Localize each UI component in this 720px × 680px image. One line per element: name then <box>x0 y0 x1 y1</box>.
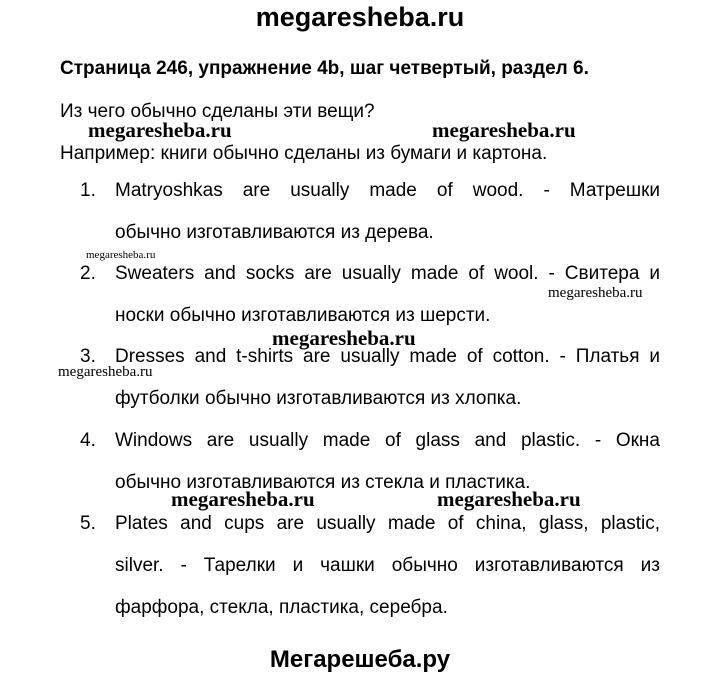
watermark-small-left: megaresheba.ru <box>58 364 153 380</box>
watermark-left-3: megaresheba.ru <box>171 487 315 511</box>
watermark-left-1: megaresheba.ru <box>88 118 232 142</box>
answer-line: Windows are usually made of glass and plastic. - Окна <box>115 430 660 451</box>
answer-line: silver. - Тарелки и чашки обычно изготавливаются из <box>115 555 660 576</box>
watermark-tiny-1: megaresheba.ru <box>86 249 156 261</box>
watermark-top: megaresheba.ru <box>255 2 465 32</box>
page-title: Страница 246, упражнение 4b, шаг четвертый, раздел 6. <box>60 58 589 79</box>
answer-number: 5. <box>80 513 96 534</box>
answer-line: обычно изготавливаются из стекла и пластика. <box>115 472 531 493</box>
answer-number: 4. <box>80 430 96 451</box>
question-text: Из чего обычно сделаны эти вещи? <box>60 101 375 122</box>
watermark-bottom: Мегарешеба.ру <box>269 646 451 673</box>
answer-line: обычно изготавливаются из дерева. <box>115 222 434 243</box>
example-text: Например: книги обычно сделаны из бумаги и картона. <box>60 143 548 164</box>
watermark-right-1: megaresheba.ru <box>432 118 576 142</box>
answer-line: Sweaters and socks are usually made of wool. - Свитера и <box>115 263 660 284</box>
answer-line: Matryoshkas are usually made of wood. - Матрешки <box>115 180 660 201</box>
answer-line: Plates and cups are usually made of china, glass, plastic, <box>115 513 660 534</box>
answer-line: футболки обычно изготавливаются из хлопка. <box>115 388 522 409</box>
watermark-small-right: megaresheba.ru <box>548 285 643 301</box>
watermark-right-3: megaresheba.ru <box>437 487 581 511</box>
answer-line: носки обычно изготавливаются из шерсти. <box>115 305 491 326</box>
answer-number: 1. <box>80 180 96 201</box>
answer-number: 2. <box>80 263 96 284</box>
watermark-center-2: megaresheba.ru <box>272 326 416 350</box>
answer-line: Dresses and t-shirts are usually made of cotton. - Платья и <box>115 346 660 367</box>
answer-line: фарфора, стекла, пластика, серебра. <box>115 597 448 618</box>
answer-number: 3. <box>80 346 96 367</box>
